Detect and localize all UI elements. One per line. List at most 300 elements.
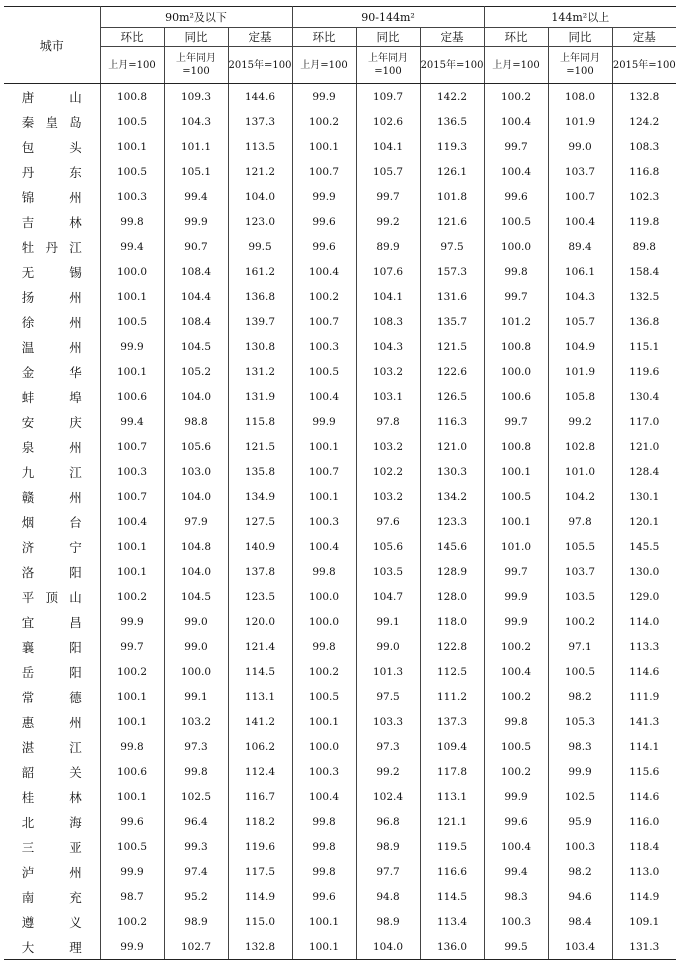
index-value-cell: 100.3	[292, 759, 356, 784]
index-value-cell: 103.2	[356, 359, 420, 384]
index-value-cell: 144.6	[228, 84, 292, 110]
city-name-cell	[4, 359, 100, 384]
index-value-cell: 158.4	[612, 259, 676, 284]
city-name: 济宁	[21, 539, 82, 555]
city-name-cell	[4, 734, 100, 759]
index-value-cell: 104.0	[164, 384, 228, 409]
sub-header-mom: 环比	[100, 28, 164, 47]
city-name: 无锡	[21, 264, 82, 280]
index-value-cell: 105.6	[356, 534, 420, 559]
index-value-cell: 132.8	[612, 84, 676, 110]
city-name: 锦州	[21, 189, 82, 205]
index-value-cell: 99.2	[356, 209, 420, 234]
index-value-cell: 101.3	[356, 659, 420, 684]
table-row	[4, 559, 676, 584]
city-name-cell	[4, 559, 100, 584]
index-value-cell: 120.1	[612, 509, 676, 534]
city-name: 金华	[21, 364, 82, 380]
index-value-cell: 103.1	[356, 384, 420, 409]
index-value-cell: 100.1	[292, 434, 356, 459]
city-name-cell	[4, 259, 100, 284]
index-value-cell: 101.8	[420, 184, 484, 209]
index-value-cell: 99.9	[100, 334, 164, 359]
city-name-cell	[4, 759, 100, 784]
index-value-cell: 114.6	[612, 784, 676, 809]
index-value-cell: 103.2	[356, 434, 420, 459]
index-value-cell: 100.1	[100, 359, 164, 384]
index-value-cell: 121.0	[612, 434, 676, 459]
index-value-cell: 99.6	[292, 234, 356, 259]
index-value-cell: 100.2	[484, 634, 548, 659]
index-value-cell: 100.2	[484, 684, 548, 709]
index-value-cell: 99.1	[356, 609, 420, 634]
index-value-cell: 117.5	[228, 859, 292, 884]
city-name: 徐州	[21, 314, 82, 330]
index-value-cell: 105.2	[164, 359, 228, 384]
index-value-cell: 102.4	[356, 784, 420, 809]
city-name: 蚌埠	[21, 389, 82, 405]
sub-header-mom: 环比	[292, 28, 356, 47]
index-value-cell: 100.1	[100, 559, 164, 584]
index-value-cell: 136.8	[612, 309, 676, 334]
index-value-cell: 142.2	[420, 84, 484, 110]
index-value-cell: 99.8	[100, 734, 164, 759]
index-value-cell: 114.9	[612, 884, 676, 909]
index-value-cell: 104.5	[164, 334, 228, 359]
index-value-cell: 115.0	[228, 909, 292, 934]
index-value-cell: 113.3	[612, 634, 676, 659]
index-value-cell: 161.2	[228, 259, 292, 284]
index-value-cell: 116.3	[420, 409, 484, 434]
index-value-cell: 118.2	[228, 809, 292, 834]
index-value-cell: 104.2	[548, 484, 612, 509]
index-value-cell: 100.2	[100, 909, 164, 934]
index-value-cell: 109.3	[164, 84, 228, 110]
group-header-small: 90m²及以下	[100, 7, 292, 28]
table-row	[4, 609, 676, 634]
table-row	[4, 659, 676, 684]
city-name-cell	[4, 859, 100, 884]
index-value-cell: 101.9	[548, 109, 612, 134]
index-value-cell: 99.4	[100, 409, 164, 434]
index-value-cell: 103.2	[164, 709, 228, 734]
table-row	[4, 534, 676, 559]
index-value-cell: 99.6	[292, 884, 356, 909]
city-name: 温州	[21, 339, 82, 355]
index-value-cell: 99.9	[292, 84, 356, 110]
index-value-cell: 130.4	[612, 384, 676, 409]
index-value-cell: 100.2	[548, 609, 612, 634]
index-value-cell: 103.2	[356, 484, 420, 509]
index-value-cell: 109.1	[612, 909, 676, 934]
index-value-cell: 114.1	[612, 734, 676, 759]
index-value-cell: 100.1	[100, 134, 164, 159]
index-value-cell: 100.1	[100, 709, 164, 734]
index-value-cell: 105.3	[548, 709, 612, 734]
index-value-cell: 121.1	[420, 809, 484, 834]
index-value-cell: 126.1	[420, 159, 484, 184]
index-value-cell: 100.2	[292, 659, 356, 684]
index-value-cell: 100.7	[100, 484, 164, 509]
index-value-cell: 119.5	[420, 834, 484, 859]
index-value-cell: 100.0	[292, 584, 356, 609]
city-name-cell	[4, 634, 100, 659]
table-row	[4, 159, 676, 184]
city-name: 烟台	[21, 514, 82, 530]
index-value-cell: 95.9	[548, 809, 612, 834]
city-name-cell	[4, 584, 100, 609]
table-row	[4, 809, 676, 834]
index-value-cell: 102.5	[164, 784, 228, 809]
index-value-cell: 99.8	[164, 759, 228, 784]
index-value-cell: 99.0	[164, 609, 228, 634]
sub-header-fixed: 定基	[420, 28, 484, 47]
index-value-cell: 98.7	[100, 884, 164, 909]
index-value-cell: 100.3	[292, 509, 356, 534]
index-value-cell: 99.7	[484, 409, 548, 434]
city-name-cell	[4, 109, 100, 134]
index-value-cell: 100.1	[292, 484, 356, 509]
city-name-cell	[4, 934, 100, 960]
index-value-cell: 137.3	[228, 109, 292, 134]
index-value-cell: 104.0	[164, 484, 228, 509]
index-value-cell: 136.5	[420, 109, 484, 134]
index-value-cell: 130.0	[612, 559, 676, 584]
index-value-cell: 100.3	[484, 909, 548, 934]
index-value-cell: 102.8	[548, 434, 612, 459]
city-name: 唐山	[21, 89, 82, 105]
sub-header-fixed: 定基	[612, 28, 676, 47]
index-value-cell: 100.4	[484, 834, 548, 859]
base-header-fixed: 2015年=100	[612, 47, 676, 84]
index-value-cell: 97.3	[356, 734, 420, 759]
index-value-cell: 100.5	[484, 484, 548, 509]
city-name-cell	[4, 659, 100, 684]
index-value-cell: 97.9	[164, 509, 228, 534]
table-row	[4, 334, 676, 359]
index-value-cell: 145.6	[420, 534, 484, 559]
index-value-cell: 100.0	[164, 659, 228, 684]
city-name: 扬州	[21, 289, 82, 305]
index-value-cell: 101.2	[484, 309, 548, 334]
index-value-cell: 116.0	[612, 809, 676, 834]
index-value-cell: 101.0	[484, 534, 548, 559]
index-value-cell: 111.2	[420, 684, 484, 709]
index-value-cell: 97.3	[164, 734, 228, 759]
city-name: 泉州	[21, 439, 82, 455]
table-row	[4, 384, 676, 409]
index-value-cell: 104.1	[356, 134, 420, 159]
index-value-cell: 128.0	[420, 584, 484, 609]
index-value-cell: 100.1	[100, 784, 164, 809]
city-name-cell	[4, 509, 100, 534]
index-value-cell: 99.4	[100, 234, 164, 259]
index-value-cell: 100.4	[292, 259, 356, 284]
index-value-cell: 102.3	[612, 184, 676, 209]
city-name-cell	[4, 709, 100, 734]
city-name: 南充	[21, 889, 82, 905]
city-name: 三亚	[21, 839, 82, 855]
index-value-cell: 102.6	[356, 109, 420, 134]
base-header-mom: 上月=100	[292, 47, 356, 84]
index-value-cell: 127.5	[228, 509, 292, 534]
index-value-cell: 157.3	[420, 259, 484, 284]
index-value-cell: 113.1	[228, 684, 292, 709]
index-value-cell: 99.9	[164, 209, 228, 234]
sub-header-yoy: 同比	[356, 28, 420, 47]
index-value-cell: 99.9	[484, 609, 548, 634]
index-value-cell: 114.9	[228, 884, 292, 909]
table-row	[4, 784, 676, 809]
index-value-cell: 121.2	[228, 159, 292, 184]
index-value-cell: 135.7	[420, 309, 484, 334]
index-value-cell: 100.1	[100, 684, 164, 709]
index-value-cell: 104.0	[356, 934, 420, 960]
index-value-cell: 140.9	[228, 534, 292, 559]
index-value-cell: 104.4	[164, 284, 228, 309]
city-name: 宜昌	[21, 614, 82, 630]
index-value-cell: 99.0	[548, 134, 612, 159]
city-name-cell	[4, 609, 100, 634]
index-value-cell: 100.1	[292, 909, 356, 934]
index-value-cell: 100.1	[484, 509, 548, 534]
table-header	[4, 7, 676, 84]
index-value-cell: 107.6	[356, 259, 420, 284]
index-value-cell: 99.4	[484, 859, 548, 884]
index-value-cell: 100.8	[100, 84, 164, 110]
index-value-cell: 100.4	[548, 209, 612, 234]
index-value-cell: 131.6	[420, 284, 484, 309]
index-value-cell: 104.0	[228, 184, 292, 209]
index-value-cell: 123.3	[420, 509, 484, 534]
index-value-cell: 132.8	[228, 934, 292, 960]
index-value-cell: 99.6	[484, 809, 548, 834]
base-header-fixed: 2015年=100	[228, 47, 292, 84]
city-name: 包头	[21, 139, 82, 155]
index-value-cell: 99.8	[292, 859, 356, 884]
index-value-cell: 100.2	[484, 84, 548, 110]
index-value-cell: 128.4	[612, 459, 676, 484]
index-value-cell: 109.4	[420, 734, 484, 759]
index-value-cell: 114.0	[612, 609, 676, 634]
index-value-cell: 100.0	[292, 609, 356, 634]
index-value-cell: 108.3	[612, 134, 676, 159]
city-name: 韶关	[21, 764, 82, 780]
index-value-cell: 108.4	[164, 309, 228, 334]
index-value-cell: 99.6	[484, 184, 548, 209]
city-name-cell	[4, 834, 100, 859]
index-value-cell: 100.3	[100, 184, 164, 209]
index-value-cell: 108.0	[548, 84, 612, 110]
index-value-cell: 99.9	[484, 784, 548, 809]
index-value-cell: 100.5	[548, 659, 612, 684]
index-value-cell: 117.0	[612, 409, 676, 434]
index-value-cell: 114.5	[420, 884, 484, 909]
index-value-cell: 97.8	[548, 509, 612, 534]
city-name: 洛阳	[21, 564, 82, 580]
index-value-cell: 105.7	[356, 159, 420, 184]
index-value-cell: 121.4	[228, 634, 292, 659]
index-value-cell: 100.5	[100, 159, 164, 184]
base-header-mom: 上月=100	[100, 47, 164, 84]
index-value-cell: 106.1	[548, 259, 612, 284]
base-header-fixed: 2015年=100	[420, 47, 484, 84]
index-value-cell: 104.3	[548, 284, 612, 309]
index-value-cell: 141.2	[228, 709, 292, 734]
sub-header-fixed: 定基	[228, 28, 292, 47]
city-name: 北海	[21, 814, 82, 830]
index-value-cell: 99.7	[484, 134, 548, 159]
table-row	[4, 209, 676, 234]
index-value-cell: 100.2	[100, 659, 164, 684]
index-value-cell: 100.7	[292, 159, 356, 184]
index-value-cell: 89.4	[548, 234, 612, 259]
index-value-cell: 98.2	[548, 684, 612, 709]
index-value-cell: 99.9	[100, 859, 164, 884]
index-value-cell: 99.9	[100, 934, 164, 960]
index-value-cell: 99.7	[356, 184, 420, 209]
index-value-cell: 99.1	[164, 684, 228, 709]
city-name-cell	[4, 159, 100, 184]
index-value-cell: 99.6	[100, 809, 164, 834]
index-value-cell: 98.8	[164, 409, 228, 434]
city-name: 桂林	[21, 789, 82, 805]
index-value-cell: 145.5	[612, 534, 676, 559]
index-value-cell: 99.5	[228, 234, 292, 259]
index-value-cell: 101.1	[164, 134, 228, 159]
table-row	[4, 409, 676, 434]
index-value-cell: 115.8	[228, 409, 292, 434]
city-name: 泸州	[21, 864, 82, 880]
city-name: 秦皇岛	[21, 114, 82, 130]
index-value-cell: 99.9	[548, 759, 612, 784]
index-value-cell: 99.8	[100, 209, 164, 234]
index-value-cell: 112.5	[420, 659, 484, 684]
index-value-cell: 103.3	[356, 709, 420, 734]
index-value-cell: 129.0	[612, 584, 676, 609]
city-name-cell	[4, 84, 100, 110]
table-row	[4, 834, 676, 859]
index-value-cell: 99.9	[292, 409, 356, 434]
index-value-cell: 97.4	[164, 859, 228, 884]
city-name-cell	[4, 134, 100, 159]
index-value-cell: 103.0	[164, 459, 228, 484]
index-value-cell: 116.7	[228, 784, 292, 809]
index-value-cell: 109.7	[356, 84, 420, 110]
index-value-cell: 100.3	[100, 459, 164, 484]
index-value-cell: 99.8	[292, 634, 356, 659]
index-value-cell: 137.8	[228, 559, 292, 584]
index-value-cell: 103.7	[548, 559, 612, 584]
index-value-cell: 97.5	[420, 234, 484, 259]
index-value-cell: 96.4	[164, 809, 228, 834]
index-value-cell: 100.7	[292, 309, 356, 334]
city-name-cell	[4, 334, 100, 359]
table-row	[4, 359, 676, 384]
index-value-cell: 126.5	[420, 384, 484, 409]
index-value-cell: 100.2	[484, 759, 548, 784]
index-value-cell: 116.8	[612, 159, 676, 184]
index-value-cell: 97.8	[356, 409, 420, 434]
index-value-cell: 100.5	[100, 834, 164, 859]
index-value-cell: 100.1	[292, 134, 356, 159]
city-name: 平顶山	[21, 589, 82, 605]
index-value-cell: 99.3	[164, 834, 228, 859]
table-row	[4, 509, 676, 534]
price-index-table	[4, 6, 676, 960]
index-value-cell: 113.5	[228, 134, 292, 159]
index-value-cell: 97.5	[356, 684, 420, 709]
index-value-cell: 99.6	[292, 209, 356, 234]
index-value-cell: 119.3	[420, 134, 484, 159]
index-value-cell: 114.6	[612, 659, 676, 684]
index-value-cell: 115.1	[612, 334, 676, 359]
index-value-cell: 111.9	[612, 684, 676, 709]
table-row	[4, 259, 676, 284]
table-row	[4, 234, 676, 259]
table-row	[4, 309, 676, 334]
city-column-header: 城市	[4, 7, 100, 84]
table-row	[4, 684, 676, 709]
index-value-cell: 100.5	[292, 359, 356, 384]
index-value-cell: 99.9	[100, 609, 164, 634]
index-value-cell: 134.9	[228, 484, 292, 509]
index-value-cell: 123.5	[228, 584, 292, 609]
index-value-cell: 98.4	[548, 909, 612, 934]
table-row	[4, 759, 676, 784]
index-value-cell: 99.9	[484, 584, 548, 609]
index-value-cell: 100.5	[484, 734, 548, 759]
index-value-cell: 99.8	[292, 834, 356, 859]
index-value-cell: 108.4	[164, 259, 228, 284]
city-name-cell	[4, 409, 100, 434]
index-value-cell: 99.7	[484, 559, 548, 584]
index-value-cell: 119.6	[228, 834, 292, 859]
index-value-cell: 104.3	[356, 334, 420, 359]
index-value-cell: 100.7	[100, 434, 164, 459]
index-value-cell: 100.6	[100, 384, 164, 409]
index-value-cell: 121.0	[420, 434, 484, 459]
city-name: 常德	[21, 689, 82, 705]
index-value-cell: 99.4	[164, 184, 228, 209]
index-value-cell: 94.8	[356, 884, 420, 909]
index-value-cell: 100.1	[292, 709, 356, 734]
index-value-cell: 100.5	[484, 209, 548, 234]
index-value-cell: 90.7	[164, 234, 228, 259]
index-value-cell: 122.6	[420, 359, 484, 384]
index-value-cell: 100.8	[484, 434, 548, 459]
table-row	[4, 859, 676, 884]
city-name: 岳阳	[21, 664, 82, 680]
index-value-cell: 100.2	[292, 109, 356, 134]
index-value-cell: 104.5	[164, 584, 228, 609]
index-value-cell: 131.9	[228, 384, 292, 409]
index-value-cell: 100.0	[484, 359, 548, 384]
index-value-cell: 100.5	[292, 684, 356, 709]
table-row	[4, 284, 676, 309]
index-value-cell: 118.0	[420, 609, 484, 634]
city-name: 九江	[21, 464, 82, 480]
table-row	[4, 434, 676, 459]
index-value-cell: 100.0	[484, 234, 548, 259]
base-header-yoy: 上年同月=100	[164, 47, 228, 84]
index-value-cell: 95.2	[164, 884, 228, 909]
index-value-cell: 105.5	[548, 534, 612, 559]
index-value-cell: 113.1	[420, 784, 484, 809]
index-value-cell: 94.6	[548, 884, 612, 909]
index-value-cell: 135.8	[228, 459, 292, 484]
index-value-cell: 99.8	[292, 559, 356, 584]
